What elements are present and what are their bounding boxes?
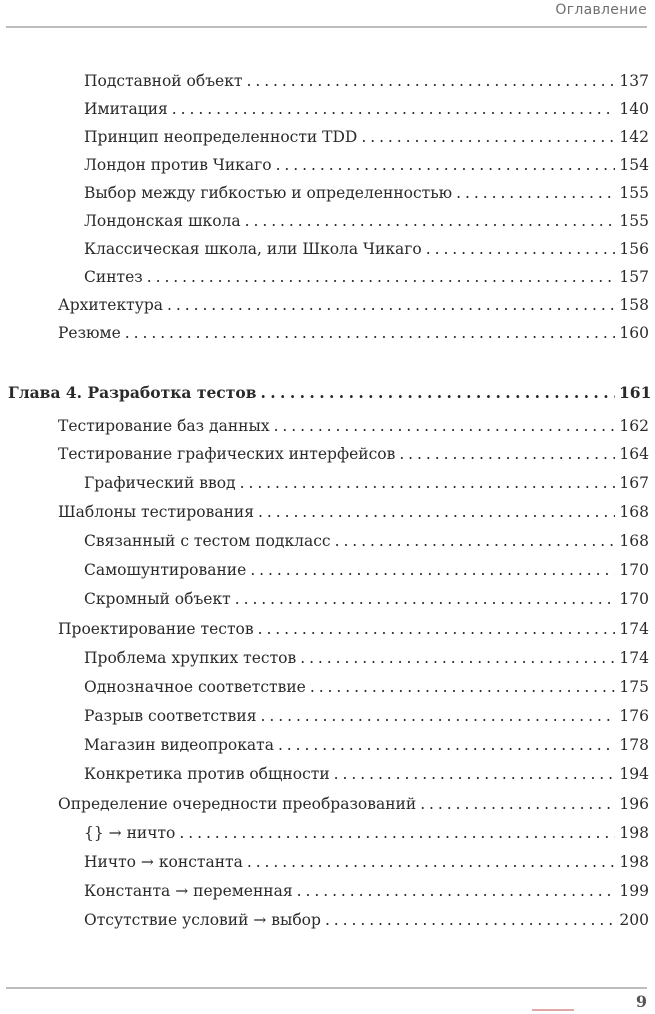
toc-entry-title: Ничто → константа [84, 853, 243, 871]
toc-entry[interactable] [84, 824, 649, 850]
toc-entry[interactable] [84, 678, 649, 704]
toc-entry[interactable] [84, 128, 649, 154]
toc-entry-page: 198 [619, 853, 649, 871]
toc-entry[interactable] [58, 795, 649, 821]
toc-entry[interactable] [84, 736, 649, 762]
toc-entry-page: 158 [619, 296, 649, 314]
toc-entry-title: Тестирование графических интерфейсов [58, 445, 396, 463]
toc-entry[interactable] [84, 853, 649, 879]
toc-entry-page: 160 [619, 324, 649, 342]
toc-entry-title: Синтез [84, 268, 143, 286]
toc-entry-page: 167 [619, 474, 649, 492]
dot-leader [172, 100, 615, 118]
dot-leader [258, 620, 615, 638]
toc-entry[interactable] [84, 911, 649, 937]
page-number: 9 [635, 992, 647, 1011]
toc-entry[interactable] [58, 324, 649, 350]
dot-leader [310, 678, 615, 696]
toc-entry-title: Проектирование тестов [58, 620, 254, 638]
toc-entry-title: {} → ничто [84, 824, 176, 842]
toc-entry-page: 156 [619, 240, 649, 258]
toc-entry-page: 137 [619, 72, 649, 90]
toc-entry-page: 198 [619, 824, 649, 842]
toc-entry-title: Графический ввод [84, 474, 236, 492]
dot-leader [456, 184, 615, 202]
dot-leader [179, 824, 615, 842]
toc-entry[interactable] [58, 417, 649, 443]
toc-entry-title: Связанный с тестом подкласс [84, 532, 331, 550]
toc-entry-title: Однозначное соответствие [84, 678, 306, 696]
toc-entry[interactable] [58, 503, 649, 529]
dot-leader [167, 296, 615, 314]
toc-entry-title: Лондонская школа [84, 212, 241, 230]
toc-entry-page: 168 [619, 503, 649, 521]
dot-leader [334, 765, 615, 783]
toc-entry[interactable] [84, 765, 649, 791]
dot-leader [235, 590, 615, 608]
toc-entry-page: 142 [619, 128, 649, 146]
toc-entry[interactable] [84, 532, 649, 558]
toc-entry-title: Лондон против Чикаго [84, 156, 272, 174]
toc-entry[interactable] [84, 561, 649, 587]
toc-entry-title: Подставной объект [84, 72, 243, 90]
header-rule [6, 26, 647, 28]
toc-entry-page: 168 [619, 532, 649, 550]
toc-entry-title: Конкретика против общности [84, 765, 330, 783]
toc-entry[interactable] [58, 620, 649, 646]
toc-entry[interactable] [84, 590, 649, 616]
dot-leader [420, 795, 615, 813]
toc-entry-title: Выбор между гибкостью и определенностью [84, 184, 453, 202]
toc-entry[interactable] [84, 156, 649, 182]
dot-leader [258, 503, 615, 521]
toc-entry-title: Скромный объект [84, 590, 231, 608]
footer-rule [6, 987, 647, 989]
running-title: Оглавление [555, 2, 647, 18]
toc-entry-title: Отсутствие условий → выбор [84, 911, 321, 929]
toc-entry-page: 199 [619, 882, 649, 900]
dot-leader [335, 532, 615, 550]
dot-leader [125, 324, 615, 342]
toc-entry-page: 170 [619, 561, 649, 579]
toc-chapter-entry[interactable] [8, 383, 652, 409]
toc-entry-title: Самошунтирование [84, 561, 247, 579]
toc-entry-page: 170 [619, 590, 649, 608]
toc-entry-page: 175 [619, 678, 649, 696]
dot-leader [276, 156, 615, 174]
toc-entry[interactable] [58, 296, 649, 322]
toc-entry-page: 174 [619, 649, 649, 667]
dot-leader [245, 212, 615, 230]
toc-entry-title: Магазин видеопроката [84, 736, 274, 754]
toc-entry-page: 194 [619, 765, 649, 783]
toc-entry[interactable] [84, 100, 649, 126]
toc-entry-page: 196 [619, 795, 649, 813]
toc-entry-title: Определение очередности преобразований [58, 795, 417, 813]
toc-entry-page: 154 [619, 156, 649, 174]
dot-leader [300, 649, 615, 667]
dot-leader [261, 707, 615, 725]
dot-leader [297, 882, 615, 900]
toc-entry-page: 157 [619, 268, 649, 286]
dot-leader [274, 417, 615, 435]
toc-entry-title: Имитация [84, 100, 168, 118]
dot-leader [361, 128, 615, 146]
toc-entry-title: Тестирование баз данных [58, 417, 270, 435]
dot-leader [426, 240, 615, 258]
toc-entry-title: Глава 4. Разработка тестов [8, 383, 257, 402]
toc-entry-page: 200 [619, 911, 649, 929]
toc-entry[interactable] [84, 184, 649, 210]
toc-entry-page: 155 [619, 212, 649, 230]
footer-accent-mark [532, 1009, 574, 1011]
toc-entry[interactable] [84, 212, 649, 238]
toc-entry-page: 178 [619, 736, 649, 754]
dot-leader [278, 736, 615, 754]
toc-entry[interactable] [84, 649, 649, 675]
dot-leader [250, 561, 615, 579]
dot-leader [260, 383, 615, 402]
toc-entry-page: 176 [619, 707, 649, 725]
toc-entry[interactable] [58, 445, 649, 471]
dot-leader [247, 853, 615, 871]
toc-entry-page: 140 [619, 100, 649, 118]
toc-entry-title: Принцип неопределенности TDD [84, 128, 358, 146]
toc-entry-title: Резюме [58, 324, 121, 342]
dot-leader [240, 474, 615, 492]
toc-entry[interactable] [84, 707, 649, 733]
toc-entry-page: 161 [619, 383, 652, 402]
toc-entry-title: Архитектура [58, 296, 164, 314]
dot-leader [325, 911, 615, 929]
toc-entry-page: 174 [619, 620, 649, 638]
toc-entry-title: Шаблоны тестирования [58, 503, 255, 521]
toc-entry[interactable] [84, 882, 649, 908]
toc-entry-title: Проблема хрупких тестов [84, 649, 297, 667]
toc-entry[interactable] [84, 72, 649, 98]
dot-leader [247, 72, 616, 90]
toc-entry-title: Разрыв соответствия [84, 707, 257, 725]
toc-entry[interactable] [84, 240, 649, 266]
dot-leader [147, 268, 615, 286]
toc-entry-title: Классическая школа, или Школа Чикаго [84, 240, 422, 258]
dot-leader [399, 445, 615, 463]
toc-entry-page: 155 [619, 184, 649, 202]
toc-entry-page: 162 [619, 417, 649, 435]
toc-entry[interactable] [84, 474, 649, 500]
toc-entry-title: Константа → переменная [84, 882, 293, 900]
toc-entry-page: 164 [619, 445, 649, 463]
toc-entry[interactable] [84, 268, 649, 294]
